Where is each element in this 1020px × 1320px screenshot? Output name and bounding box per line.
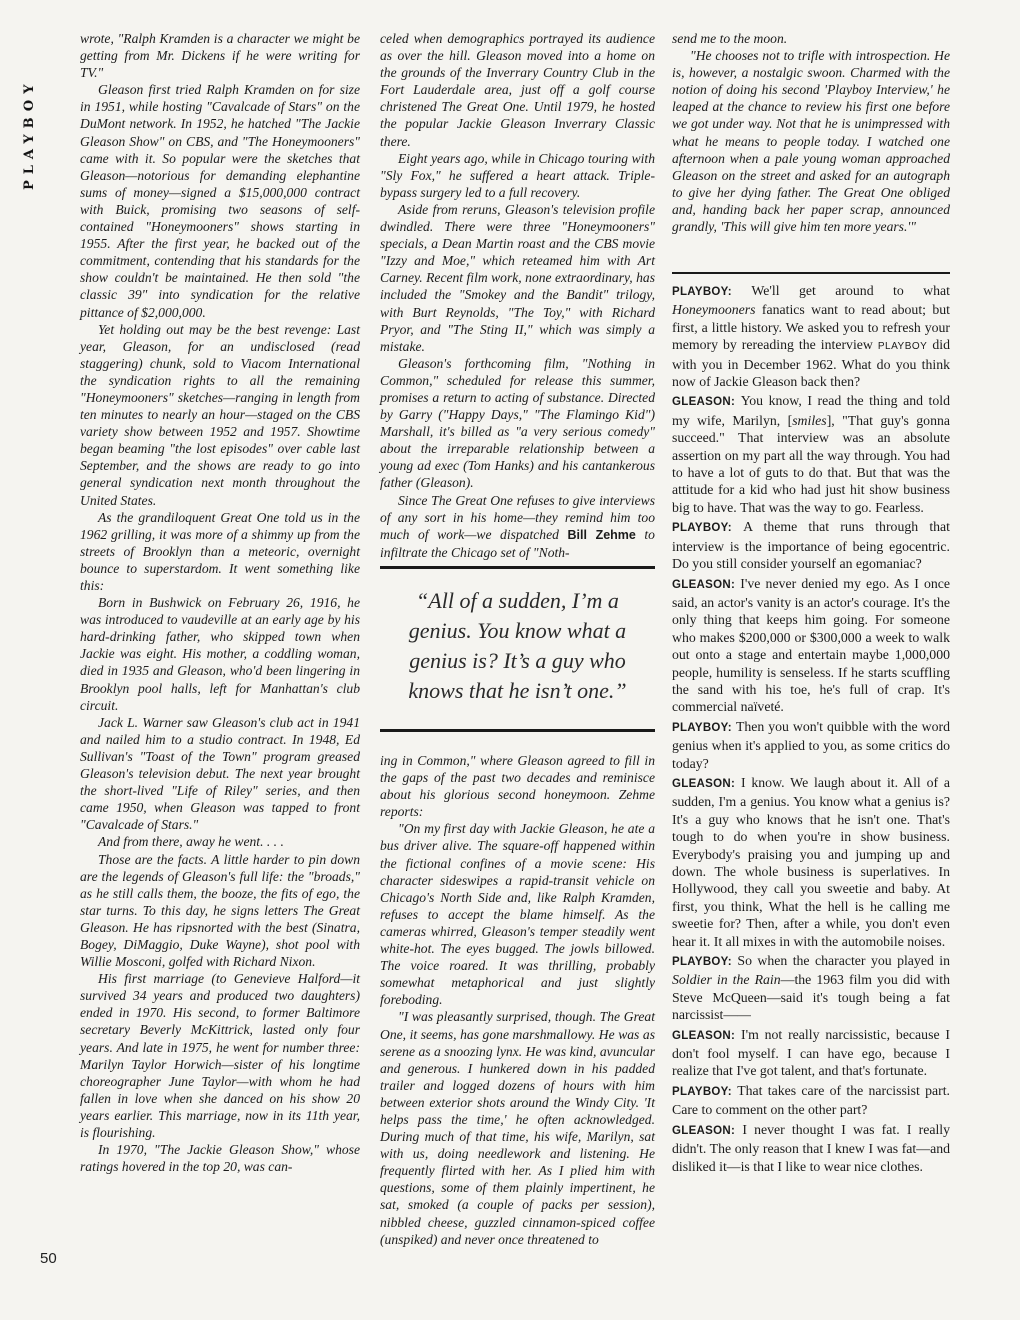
interview-turn [672, 1026, 950, 1080]
pull-quote-rule-top [380, 566, 655, 569]
paragraph: Born in Bushwick on February 26, 1916, he was introduced to vaudeville at an early age by his hard-drinking father, who skipped town when Jackie was eight. His mother, a coddling woman, died in 1935 and Gleason, who'd been lingering in Brooklyn pool halls, left for Manhattan's club circuit. [80, 595, 360, 713]
interview-text: A theme that runs through that interview is the importance of being egocentric. Do you still consider yourself an egomaniac? [672, 519, 951, 572]
column-2 [380, 30, 655, 561]
column-2-continued [380, 752, 655, 1248]
interview-text: You know, I read the thing and told my wife, Marilyn, [ [672, 393, 951, 428]
paragraph-text: Since The Great One refuses to give interviews of any sort in his home—they remind him too much of work—we dispatched [380, 492, 655, 542]
interview-text: We'll get around to what [751, 283, 950, 298]
page-number: 50 [40, 1250, 57, 1267]
speaker-label: GLEASON: [672, 777, 741, 790]
paragraph: Yet holding out may be the best revenge: Last year, Gleason, for an undisclosed (read staggering) chunk, sold to Viacom International the syndication rights to all the remaining "Honeymooners" sketches—ranging in length from ten minutes to nearly an hour—staged on the CBS variety show between 1952 and 1957. Showtime began beaming "the lost episodes" over cable last September, and the shows are ready to go into general syndication next month throughout the United States. [80, 321, 360, 508]
pull-quote [380, 566, 655, 736]
interview-text: did with you in December 1962. What do you think now of Jackie Gleason back then? [672, 337, 950, 390]
paragraph: In 1970, "The Jackie Gleason Show," whose ratings hovered in the top 20, was can- [80, 1142, 360, 1175]
interview-text: So when the character you played in [737, 953, 951, 969]
speaker-label: PLAYBOY: [672, 286, 752, 298]
paragraph: And from there, away he went. . . . [98, 834, 284, 850]
speaker-label: GLEASON: [672, 578, 741, 591]
speaker-label: GLEASON: [672, 396, 741, 409]
interview-turn [672, 1082, 950, 1119]
column-3 [672, 30, 950, 235]
speaker-label: PLAYBOY: [672, 1085, 738, 1098]
interview-turn [672, 282, 950, 390]
column-1 [80, 30, 360, 1175]
interview-text: I've never denied my ego. As I once said, an actor's vanity is an actor's courage. It's the only thing that keeps him going. For someone who makes $200,000 or $300,000 a week to walk out onto a stage and entertain maybe 1,000,000 people, humility is senseless. If he starts scuffling the sand with his toe, he's full of crap. It's commercial naïveté. [672, 575, 951, 715]
paragraph [380, 492, 655, 561]
paragraph: Gleason first tried Ralph Kramden on for size in 1951, while hosting "Cavalcade of Stars" on the DuMont network. In 1952, he hatched "The Jackie Gleason Show" on CBS, and "The Honeymooners" came with it. So popular were the sketches that Gleason—notorious for demanding elephantine sums of money—signed a $15,000,000 contract with Buick, promising two seasons of self-contained "Honeymooners" shows starting in 1955. After the first year, he backed out of the commitment, contending that his standards for the show couldn't be maintained. He then sold "the classic 39" into syndication for the relative pittance of $2,000,000. [80, 82, 360, 320]
paragraph: As the grandiloquent Great One told us in the 1962 grilling, it was more of a shimmy up from the streets of Brooklyn than a meteoric, overnight bounce to superstardom. It went something like this: [80, 509, 360, 593]
interview-text: smiles [792, 412, 827, 428]
paragraph: Gleason's forthcoming film, "Nothing in Common," scheduled for release this summer, promises a return to acting of substance. Directed by Garry ("Happy Days," "The Flamingo Kid") Marshall, it's billed as "a very serious comedy" about the irreparable relationship between a young ad exec (Tom Hanks) and his cantankerous father (Gleason). [380, 355, 655, 491]
speaker-label: GLEASON: [672, 1124, 743, 1137]
interview-text: fanatics want to read about; but first, a little history. We asked you to refresh your memory by rereading the interview [672, 302, 950, 353]
interview-turn [672, 952, 950, 1024]
interview-turn [672, 1121, 950, 1175]
paragraph: Jack L. Warner saw Gleason's club act in 1941 and nailed him to a studio contract. In 1948, Ed Sullivan's "Toast of the Town" program greased Gleason's television debut. The next year brought the short-lived "Life of Riley" series, and then came 1950, when Gleason was tapped to front "Cavalcade of Stars." [80, 714, 360, 833]
paragraph: Eight years ago, while in Chicago touring with "Sly Fox," he suffered a heart attack. Triple-bypass surgery led to a full recovery. [380, 150, 655, 200]
interview-text: I'm not really narcissistic, because I don't fool myself. I can have ego, because I realize that I've got talent, and that's fortunate. [672, 1026, 951, 1079]
section-divider [672, 272, 950, 274]
interview-turn [672, 518, 950, 572]
interview-turn [672, 392, 950, 516]
paragraph: send me to the moon. [672, 31, 788, 46]
interview-qa [672, 282, 950, 1177]
paragraph: wrote, "Ralph Kramden is a character we might be getting from Mr. Dickens if he were writing for TV." [80, 31, 360, 81]
interview-text: Then you won't quibble with the word genius when it's applied to you, as some critics do today? [672, 718, 950, 771]
interview-turn [672, 718, 950, 772]
paragraph: celed when demographics portrayed its audience as over the hill. Gleason moved into a home on the grounds of the Inverrary Country Club in the Fort Lauderdale area, just off a golf course christened The Great One. Until 1979, he hosted the popular Jackie Gleason Inverrary Classic there. [380, 31, 655, 149]
pull-quote-rule-bottom [380, 729, 655, 732]
interview-turn [672, 774, 950, 950]
interview-text: Honeymooners [672, 302, 756, 318]
interview-text: That takes care of the narcissist part. Care to comment on the other part? [672, 1082, 951, 1118]
paragraph: "I was pleasantly surprised, though. The Great One, it seems, has gone marshmallowy. He was as serene as a snoozing lynx. He was kind, avuncular and generous. I hunkered down in his padded trailer and logged dozens of hours with him between exterior shots around the Windy City. 'It helps pass the time,' he often acknowledged. During much of that time, his wife, Marilyn, sat with us, doing needlework and listening. He frequently flirted with her. As I plied him with questions, some of them plainly impertinent, he sat, smoked (a couple of packs per session), nibbled cheese, guzzled cinnamon-spiced coffee (unspiked) and never once threatened to [380, 1009, 655, 1247]
interview-turn [672, 575, 950, 716]
paragraph: Those are the facts. A little harder to pin down are the legends of Gleason's full life: the "broads," as he still calls them, the booze, the fits of ego, the star turns. To this day, he signs letters The Great Gleason. He has ripsnorted with the best (Sinatra, Bogey, DiMaggio, Duke Wayne), shot pool with Willie Mosconi, golfed with Richard Nixon. [80, 851, 360, 970]
interview-text: ], "That guy's gonna succeed." That interview was an absolute assertion on my part all the way through. You had to have a lot of guts to do that. But that was the attitude for a kid who had just hit show business big to have. That was the way to go. Fearless. [672, 412, 951, 515]
interview-text: Soldier in the Rain [672, 972, 781, 988]
paragraph-text: to infiltrate the Chicago set of "Noth- [380, 526, 655, 560]
paragraph: "He chooses not to trifle with introspection. He is, however, a nostalgic swoon. Charmed with the notion of doing his second 'Playboy Interview,' he leaped at the chance to review his first one before we got under way. Not that he is unimpressed with what he means to people today. I watched one afternoon when a pale young woman approached Gleason on the street and asked for an autograph to give her dying father. The Great One obliged and, handing back her paper scrap, announced grandly, 'This will give him ten more years.'" [672, 48, 950, 235]
interview-text: I never thought I was fat. I really didn't. The only reason that I knew I was fat—and disliked it—is that I like to wear nice clothes. [672, 1121, 951, 1174]
paragraph: "On my first day with Jackie Gleason, he ate a bus driver alive. The square-off happened within the fictional confines of a movie scene: His character sideswipes a rapid-transit vehicle on Chicago's North Side and, like Ralph Kramden, refuses to accept the blame himself. As the cameras whirred, Gleason's temper steadily went white-hot. The eyes bugged. The jowls billowed. The voice roared. It was thrilling, probably somewhat metaphorical and just slightly foreboding. [380, 821, 655, 1008]
interview-text: PLAYBOY [877, 341, 928, 353]
paragraph: ing in Common," where Gleason agreed to fill in the gaps of the past two decades and reminisce about his glorious second honeymoon. Zehme reports: [380, 753, 655, 820]
pull-quote-text: “All of a sudden, I’m a genius. You know what a genius is? It’s a guy who knows that he isn’t one.” [408, 588, 627, 703]
speaker-label: PLAYBOY: [672, 522, 744, 535]
paragraph: Aside from reruns, Gleason's television profile dwindled. There were three "Honeymooners" specials, a Dean Martin roast and the CBS movie "Izzy and Moe," which reteamed him with Art Carney. Recent film work, none extraordinary, has included the "Smokey and the Bandit" trilogy, with Burt Reynolds, "The Toy," with Richard Pryor, and "The Sting II," which was simply a mistake. [380, 201, 655, 354]
speaker-label: PLAYBOY: [672, 721, 736, 734]
interview-text: —the 1963 film you did with Steve McQueen—said it's tough being a fat narcissist—— [672, 972, 950, 1023]
speaker-label: PLAYBOY: [672, 956, 738, 969]
masthead-spine: PLAYBOY [22, 78, 37, 190]
speaker-label: GLEASON: [672, 1029, 741, 1042]
interview-text: I know. We laugh about it. All of a sudden, I'm a genius. You know what a genius is? It's a guy who knows that he isn't one. That's tough to do when you're in show business. Everybody's praising you and jumping up and down. The whole business is superlatives. In Hollywood, they call you sweetie and baby. At first, you think, What the hell is he calling me sweetie for? Then, after a while, you don't even hear it. It all mixes in with the automobile noises. [672, 774, 950, 949]
byline-author: Bill Zehme [567, 527, 636, 542]
paragraph: His first marriage (to Genevieve Halford—it survived 34 years and produced two daughters) ended in 1970. His second, to former Baltimore secretary Beverly McKittrick, lasted only four years. And late in 1975, he went for number three: Marilyn Taylor Horwich—sister of his longtime choreographer June Taylor—with whom he had fallen in love when she danced on his show 20 years earlier. This marriage, now in its 11th year, is flourishing. [80, 971, 360, 1140]
